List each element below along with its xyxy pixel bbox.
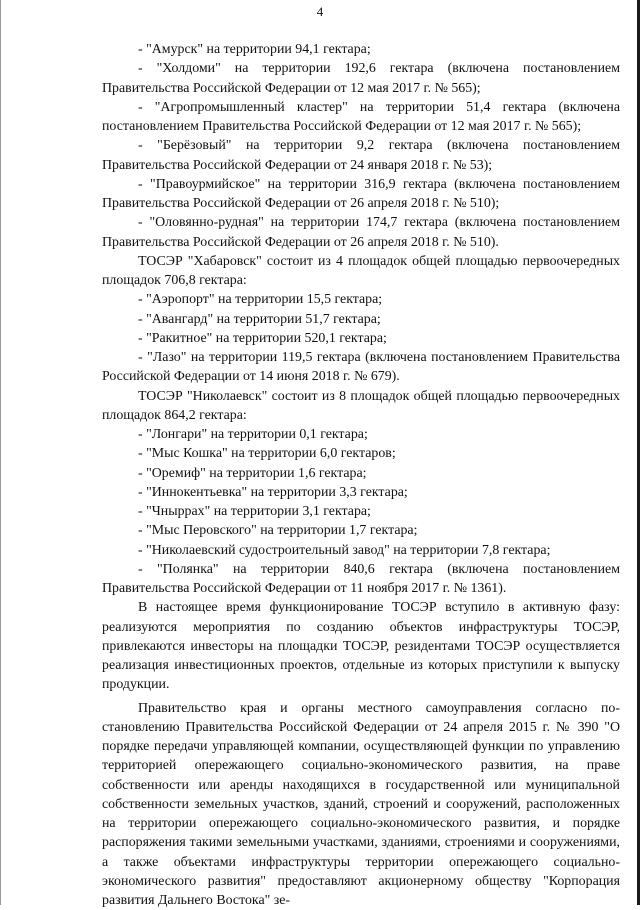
paragraph: ТОСЭР "Хабаровск" состоит из 4 площадок общей площадью первоочередных площадок 706,8 гектара:: [102, 252, 620, 291]
paragraph: - "Оловянно-рудная" на территории 174,7 гектара (включена постановлением Правительства Российской Федерации от 26 апреля 2018 г. № 510).: [102, 213, 620, 252]
paragraph: В настоящее время функционирование ТОСЭР вступило в активную фазу: реализуются мероприятия по созданию объектов инфраструктуры ТОСЭР, привлекаются инвесторы на площадки ТОСЭР, резидентами ТОСЭР осуществляется реализация инвестиционных проектов, отдельные из которых приступили к выпуску продукции.: [102, 598, 620, 694]
paragraph: ТОСЭР "Николаевск" состоит из 8 площадок общей площадью первоочередных площадок 864,2 гектара:: [102, 387, 620, 426]
paragraph: - "Авангард" на территории 51,7 гектара;: [102, 310, 620, 329]
document-body: [0, 40, 640, 890]
paragraph: - "Правоурмийское" на территории 316,9 гектара (включена постановлением Правительства Российской Федерации от 26 апреля 2018 г. № 510);: [102, 175, 620, 214]
paragraph: - "Иннокентьевка" на территории 3,3 гектара;: [102, 483, 620, 502]
paragraph: - "Оремиф" на территории 1,6 гектара;: [102, 464, 620, 483]
paragraph: - "Ракитное" на территории 520,1 гектара;: [102, 329, 620, 348]
paragraph: Правительство края и органы местного самоуправления согласно постановлению Правительства Российской Федерации от 24 апреля 2015 г. № 390 "О порядке передачи управляющей компании, осуществляющей функции по управлению территорией опережающего социально-экономического развития, на праве собственности или аренды находящихся в государственной или муниципальной собственности земельных участков, зданий, строений и сооружений, расположенных на территории опережающего социально-экономического развития, и порядке распоряжения такими земельными участками, зданиями, строениями и сооружениями, а также объектами инфраструктуры территории опережающего социально-экономического развития" предоставляют акционерному обществу "Корпорация развития Дальнего Востока" зе-: [102, 699, 620, 910]
paragraph: - "Полянка" на территории 840,6 гектара (включена постановлением Правительства Российской Федерации от 11 ноября 2017 г. № 1361).: [102, 560, 620, 599]
paragraph: - "Берёзовый" на территории 9,2 гектара (включена постановлением Правительства Российской Федерации от 24 января 2018 г. № 53);: [102, 136, 620, 175]
page-number: 4: [0, 3, 640, 21]
paragraph: - "Чныррах" на территории 3,1 гектара;: [102, 502, 620, 521]
paragraph: - "Аэропорт" на территории 15,5 гектара;: [102, 290, 620, 309]
paragraph: - "Николаевский судостроительный завод" на территории 7,8 гектара;: [102, 541, 620, 560]
paragraph: - "Лазо" на территории 119,5 гектара (включена постановлением Правительства Российской Федерации от 14 июня 2018 г. № 679).: [102, 348, 620, 387]
paragraph: - "Амурск" на территории 94,1 гектара;: [102, 40, 620, 59]
paragraph: - "Мыс Перовского" на территории 1,7 гектара;: [102, 521, 620, 540]
paragraph: - "Лонгари" на территории 0,1 гектара;: [102, 425, 620, 444]
paragraph: - "Мыс Кошка" на территории 6,0 гектаров;: [102, 444, 620, 463]
paragraph: - "Агропромышленный кластер" на территории 51,4 гектара (включена постановлением Правительства Российской Федерации от 12 мая 2017 г. № 565);: [102, 98, 620, 137]
paragraph: - "Холдоми" на территории 192,6 гектара (включена постановлением Правительства Российской Федерации от 12 мая 2017 г. № 565);: [102, 59, 620, 98]
